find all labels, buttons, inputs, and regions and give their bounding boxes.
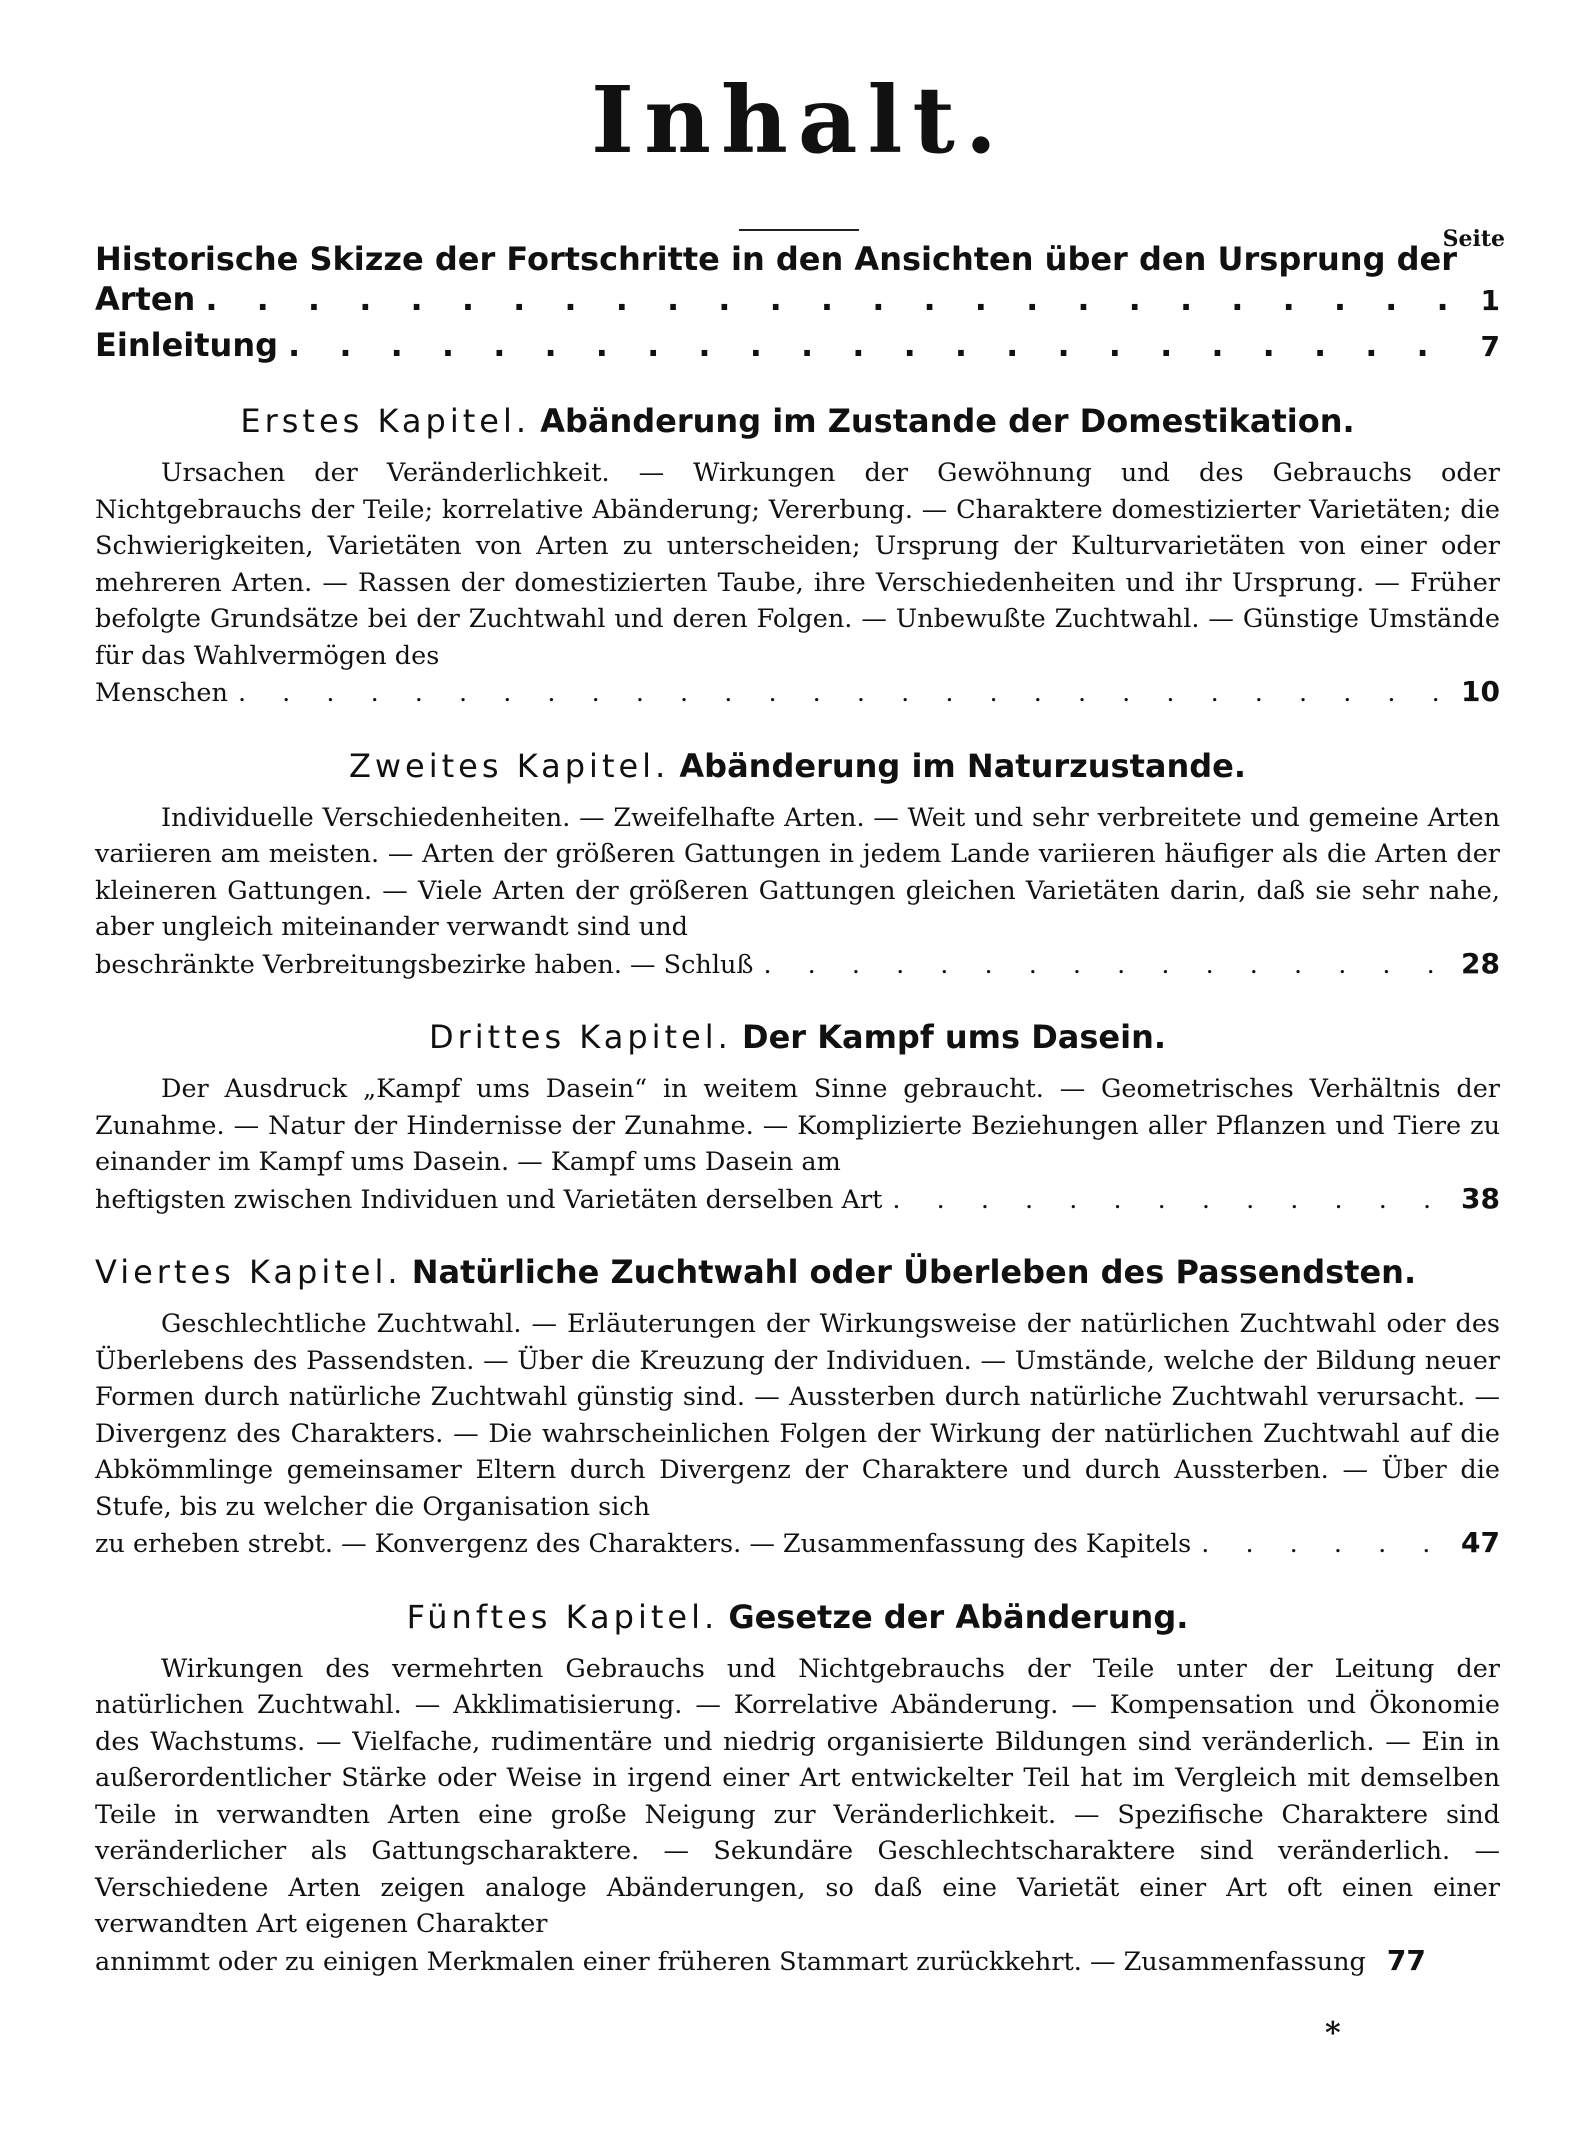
chapter-summary-text: Der Ausdruck „Kampf ums Dasein“ in weitem Sinne gebraucht. — Geometrisches Verhältnis der Zunahme. — Natur der Hindernisse der Zunahme. — Komplizierte Beziehungen aller Pflanzen und Tiere zu einander im Kampf ums Dasein. — Kampf ums Dasein am	[95, 1074, 1500, 1178]
toc-entry-row	[95, 1943, 1500, 1981]
leader-dots	[763, 947, 1450, 984]
toc-entry-row	[95, 1525, 1500, 1563]
chapter-summary-text: Individuelle Verschiedenheiten. — Zweifelhafte Arten. — Weit und sehr verbreitete und gemeine Arten variieren am meisten. — Arten der größeren Gattungen in jedem Lande variieren häufiger als die Arten der kleineren Gattungen. — Viele Arten der größeren Gattungen gleichen Varietäten darin, daß sie sehr nahe, aber ungleich miteinander verwandt sind und	[95, 802, 1500, 943]
chapter-summary	[95, 1306, 1500, 1563]
table-of-contents	[95, 239, 1500, 1980]
chapter-title: Gesetze der Abänderung.	[728, 1597, 1189, 1636]
chapter-1	[95, 401, 1500, 712]
chapter-title: Der Kampf ums Dasein.	[742, 1018, 1167, 1057]
page-title: Inhalt.	[591, 66, 1007, 174]
chapter-summary-last: heftigsten zwischen Individuen und Varietäten derselben Art	[95, 1184, 883, 1215]
chapter-2	[95, 746, 1500, 984]
toc-entry-title: Historische Skizze der Fortschritte in den Ansichten über den Ursprung der	[95, 240, 1457, 279]
chapter-3	[95, 1017, 1500, 1218]
chapter-number: Erstes Kapitel.	[240, 402, 531, 441]
toc-entry-row	[95, 946, 1500, 984]
page-column-label: Seite	[1442, 226, 1505, 252]
toc-entry-row	[95, 674, 1500, 712]
chapter-summary	[95, 800, 1500, 984]
toc-entry-row	[95, 279, 1500, 321]
toc-entry-row	[95, 1181, 1500, 1219]
chapter-number: Drittes Kapitel.	[428, 1018, 732, 1057]
chapter-4	[95, 1252, 1500, 1563]
chapter-number: Zweites Kapitel.	[348, 746, 670, 785]
chapter-heading	[95, 1252, 1500, 1292]
toc-entry-title: Einleitung	[95, 326, 279, 365]
chapter-title: Natürliche Zuchtwahl oder Überleben des Passendsten.	[411, 1253, 1417, 1292]
chapter-summary-last: beschränkte Verbreitungsbezirke haben. — Schluß	[95, 949, 754, 980]
page-number: 47	[1461, 1526, 1500, 1560]
page-number: 1	[1480, 284, 1500, 318]
chapter-summary-text: Ursachen der Veränderlichkeit. — Wirkungen der Gewöhnung und des Gebrauchs oder Nichtgebrauchs der Teile; korrelative Abänderung; Vererbung. — Charaktere domestizierter Varietäten; die Schwierigkeiten, Varietäten von Arten zu unterscheiden; Ursprung der Kulturvarietäten von einer oder mehreren Arten. — Rassen der domestizierten Taube, ihre Verschiedenheiten und ihr Ursprung. — Früher befolgte Grundsätze bei der Zuchtwahl und deren Folgen. — Unbewußte Zuchtwahl. — Günstige Umstände für das Wahlvermögen des	[95, 458, 1500, 671]
chapter-summary-last: zu erheben strebt. — Konvergenz des Charakters. — Zusammenfassung des Kapitels	[95, 1529, 1192, 1560]
chapter-summary	[95, 455, 1500, 712]
leader-dots	[238, 675, 1450, 712]
chapter-summary	[95, 1071, 1500, 1218]
chapter-heading	[95, 1597, 1500, 1637]
leader-dots	[1201, 1526, 1450, 1563]
toc-entry-introduction	[95, 325, 1500, 367]
chapter-title: Abänderung im Naturzustande.	[679, 746, 1247, 785]
leader-dots	[205, 279, 1450, 319]
page-number: 77	[1386, 1943, 1426, 1977]
chapter-title: Abänderung im Zustande der Domestikation.	[540, 402, 1355, 441]
chapter-summary	[95, 1651, 1500, 1981]
chapter-number: Viertes Kapitel.	[95, 1253, 402, 1292]
chapter-summary-last: Menschen	[95, 678, 228, 709]
chapter-5	[95, 1597, 1500, 1981]
page-number: 38	[1461, 1181, 1500, 1215]
toc-entry-row	[95, 325, 1500, 367]
chapter-summary-last: annimmt oder zu einigen Merkmalen einer früheren Stammart zurückkehrt. — Zusammenfassung	[95, 1946, 1366, 1977]
toc-entry-title-cont: Arten	[95, 280, 196, 319]
page-number: 10	[1461, 675, 1500, 709]
chapter-number: Fünftes Kapitel.	[406, 1597, 719, 1636]
leader-dots	[892, 1182, 1450, 1219]
chapter-heading	[95, 746, 1500, 786]
footer-mark: *	[1325, 2016, 1341, 2051]
chapter-heading	[95, 1017, 1500, 1057]
page-number: 28	[1461, 946, 1500, 980]
chapter-heading	[95, 401, 1500, 441]
toc-entry-historical-sketch	[95, 239, 1500, 321]
chapter-summary-text: Wirkungen des vermehrten Gebrauchs und Nichtgebrauchs der Teile unter der Leitung der natürlichen Zuchtwahl. — Akklimatisierung. — Korrelative Abänderung. — Kompensation und Ökonomie des Wachstums. — Vielfache, rudimentäre und niedrig organisierte Bildungen sind veränderlich. — Ein in außerordentlicher Stärke oder Weise in irgend einer Art entwickelter Teil hat im Vergleich mit demselben Teile in verwandten Arten eine große Neigung zur Veränderlichkeit. — Spezifische Charaktere sind veränderlicher als Gattungscharaktere. — Sekundäre Geschlechtscharaktere sind veränderlich. — Verschiedene Arten zeigen analoge Abänderungen, so daß eine Varietät einer Art oft einen einer verwandten Art eigenen Charakter	[95, 1653, 1500, 1940]
page-number: 7	[1480, 330, 1500, 364]
leader-dots	[288, 325, 1450, 365]
title-divider	[739, 229, 859, 231]
chapter-summary-text: Geschlechtliche Zuchtwahl. — Erläuterungen der Wirkungsweise der natürlichen Zuchtwahl oder des Überlebens des Passendsten. — Über die Kreuzung der Individuen. — Umstände, welche der Bildung neuer Formen durch natürliche Zuchtwahl günstig sind. — Aussterben durch natürliche Zuchtwahl verursacht. — Divergenz des Charakters. — Die wahrscheinlichen Folgen der Wirkung der natürlichen Zuchtwahl auf die Abkömmlinge gemeinsamer Eltern durch Divergenz der Charaktere und durch Aussterben. — Über die Stufe, bis zu welcher die Organisation sich	[95, 1309, 1500, 1522]
